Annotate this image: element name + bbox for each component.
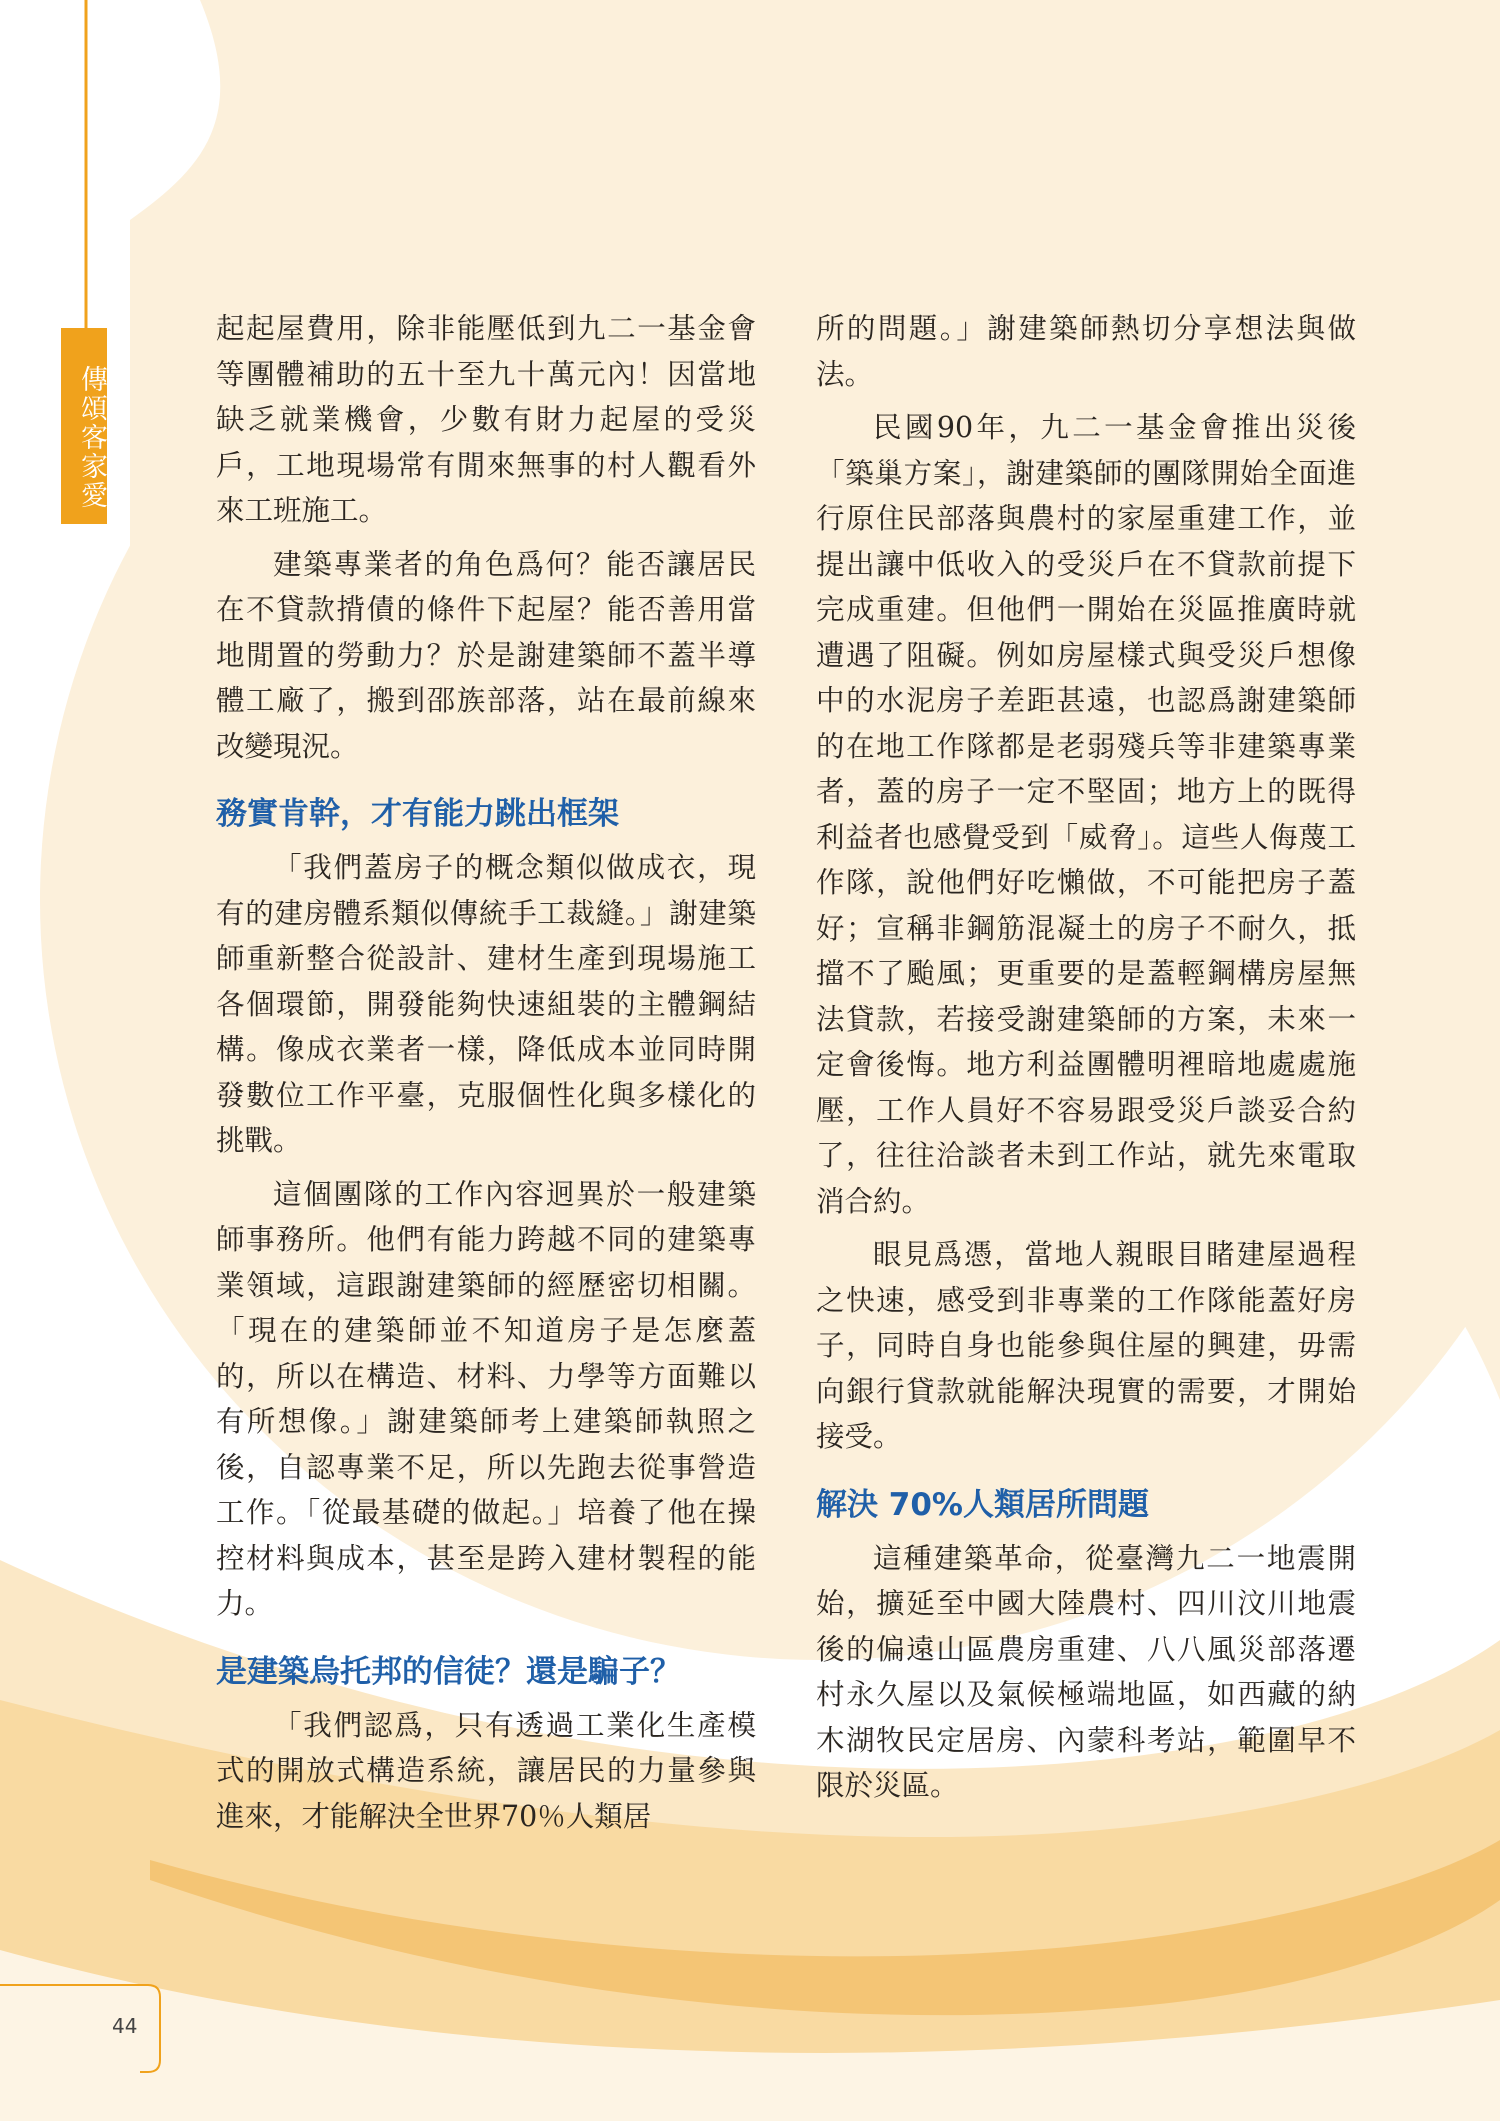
paragraph: 「我們蓋房子的概念類似做成衣，現有的建房體系類似傳統手工裁縫。」謝建築師重新整合從設計、建材生產到現場施工各個環節，開發能夠快速組裝的主體鋼結構。像成衣業者一樣，降低成本並同時開發數位工作平臺，克服個性化與多樣化的挑戰。	[216, 851, 756, 1157]
paragraph: 這種建築革命，從臺灣九二一地震開始，擴延至中國大陸農村、四川汶川地震後的偏遠山區農房重建、八八風災部落遷村永久屋以及氣候極端地區，如西藏的納木湖牧民定居房、內蒙科考站，範圍早不限於災區。	[816, 1541, 1356, 1802]
page-number: 44	[112, 2014, 138, 2038]
paragraph: 「我們認爲，只有透過工業化生產模式的開放式構造系統，讓居民的力量參與進來，才能解決全世界70％人類居	[216, 1708, 756, 1833]
section-heading: 是建築烏托邦的信徒？還是騙子？	[216, 1653, 681, 1690]
section-heading: 務實肯幹，才有能力跳出框架	[216, 796, 619, 832]
paragraph: 民國90年，九二一基金會推出災後「築巢方案」，謝建築師的團隊開始全面進行原住民部落與農村的家屋重建工作，並提出讓中低收入的受災戶在不貸款前提下完成重建。但他們一開始在災區推廣時就遭遇了阻礙。例如房屋樣式與受災戶想像中的水泥房子差距甚遠，也認爲謝建築師的在地工作隊都是老弱殘兵等非建築專業者，蓋的房子一定不堅固；地方上的既得利益者也感覺受到「威脅」。這些人侮蔑工作隊，說他們好吃懶做，不可能把房子蓋好；宣稱非鋼筋混凝土的房子不耐久，抵擋不了颱風；更重要的是蓋輕鋼構房屋無法貸款，若接受謝建築師的方案，未來一定會後悔。地方利益團體明裡暗地處處施壓，工作人員好不容易跟受災戶談妥合約了，往往洽談者未到工作站，就先來電取消合約。	[816, 411, 1356, 1218]
paragraph: 這個團隊的工作內容迥異於一般建築師事務所。他們有能力跨越不同的建築專業領域，這跟謝建築師的經歷密切相關。「現在的建築師並不知道房子是怎麼蓋的，所以在構造、材料、力學等方面難以有所想像。」謝建築師考上建築師執照之後，自認專業不足，所以先跑去從事營造工作。「從最基礎的做起。」培養了他在操控材料與成本，甚至是跨入建材製程的能力。	[216, 1177, 756, 1620]
section-tab: 傳頌客家愛	[61, 328, 107, 524]
left-column	[216, 306, 756, 1839]
right-column	[816, 306, 1356, 1809]
paragraph: 建築專業者的角色爲何？能否讓居民在不貸款揹債的條件下起屋？能否善用當地閒置的勞動力？於是謝建築師不蓋半導體工廠了，搬到邵族部落，站在最前線來改變現況。	[216, 547, 756, 763]
paragraph: 眼見爲憑，當地人親眼目睹建屋過程之快速，感受到非專業的工作隊能蓋好房子，同時自身也能參與住屋的興建，毋需向銀行貸款就能解決現實的需要，才開始接受。	[816, 1238, 1356, 1453]
paragraph: 所的問題。」謝建築師熱切分享想法與做法。	[816, 312, 1356, 391]
paragraph: 起起屋費用，除非能壓低到九二一基金會等團體補助的五十至九十萬元內！因當地缺乏就業機會，少數有財力起屋的受災戶，工地現場常有閒來無事的村人觀看外來工班施工。	[216, 312, 756, 527]
section-heading: 解決 70%人類居所問題	[816, 1486, 1149, 1523]
